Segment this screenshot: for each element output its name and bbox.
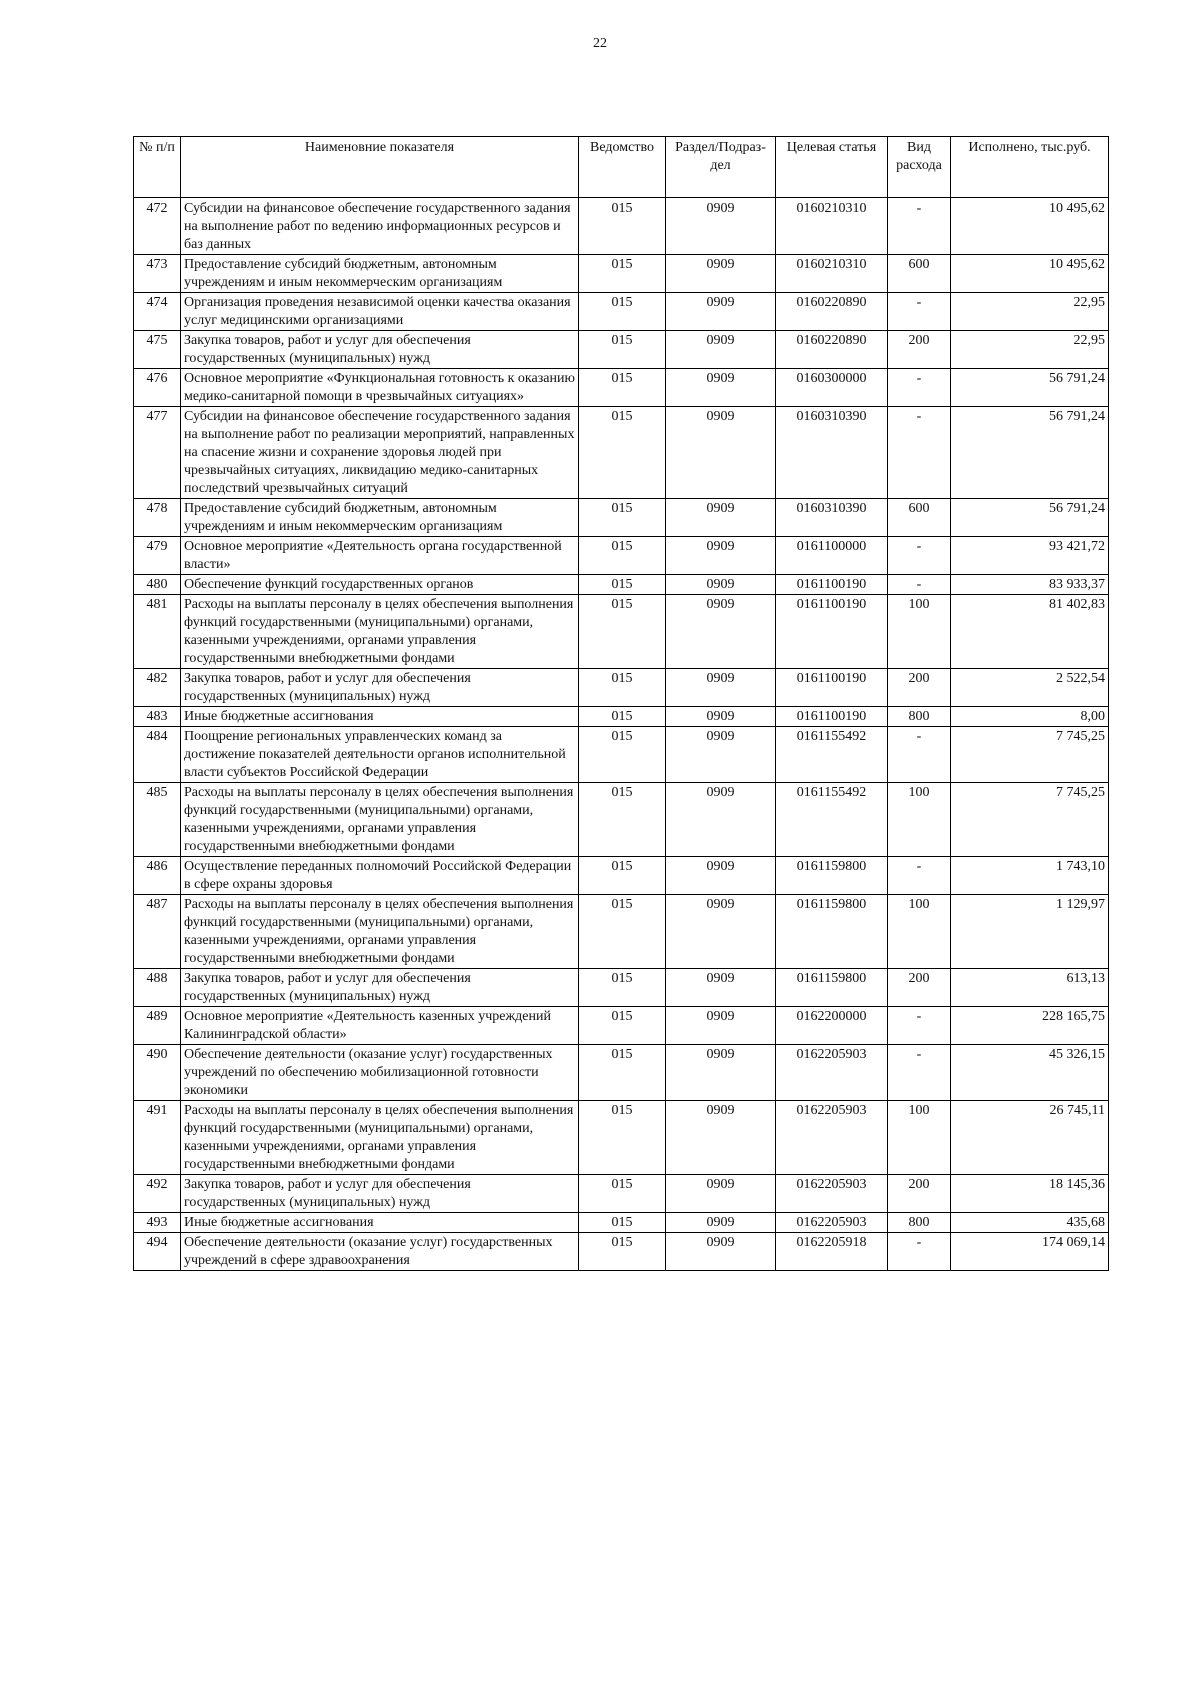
row-type: 200 (888, 669, 951, 707)
row-section: 0909 (666, 727, 776, 783)
row-name: Закупка товаров, работ и услуг для обеспечения государственных (муниципальных) нужд (181, 669, 579, 707)
row-dept: 015 (579, 707, 666, 727)
row-dept: 015 (579, 1007, 666, 1045)
row-number: 485 (134, 783, 181, 857)
row-target: 0162200000 (776, 1007, 888, 1045)
row-target: 0160300000 (776, 369, 888, 407)
row-number: 491 (134, 1101, 181, 1175)
row-target: 0161100000 (776, 537, 888, 575)
row-name: Закупка товаров, работ и услуг для обеспечения государственных (муниципальных) нужд (181, 331, 579, 369)
table-row (134, 969, 1109, 1007)
row-amount: 45 326,15 (951, 1045, 1109, 1101)
row-section: 0909 (666, 783, 776, 857)
row-type: 600 (888, 255, 951, 293)
row-amount: 93 421,72 (951, 537, 1109, 575)
table-row (134, 499, 1109, 537)
row-type: 100 (888, 895, 951, 969)
row-amount: 2 522,54 (951, 669, 1109, 707)
row-type: - (888, 537, 951, 575)
row-section: 0909 (666, 293, 776, 331)
row-section: 0909 (666, 499, 776, 537)
header-section: Раздел/Подраз-дел (666, 137, 776, 198)
row-number: 494 (134, 1233, 181, 1271)
row-name: Иные бюджетные ассигнования (181, 1213, 579, 1233)
row-name: Основное мероприятие «Деятельность казенных учреждений Калининградской области» (181, 1007, 579, 1045)
row-name: Предоставление субсидий бюджетным, автономным учреждениям и иным некоммерческим организациям (181, 499, 579, 537)
row-dept: 015 (579, 895, 666, 969)
row-type: - (888, 1045, 951, 1101)
row-section: 0909 (666, 707, 776, 727)
row-name: Обеспечение деятельности (оказание услуг) государственных учреждений в сфере здравоохранения (181, 1233, 579, 1271)
row-number: 473 (134, 255, 181, 293)
row-dept: 015 (579, 293, 666, 331)
row-section: 0909 (666, 1175, 776, 1213)
row-amount: 26 745,11 (951, 1101, 1109, 1175)
row-dept: 015 (579, 669, 666, 707)
row-type: 200 (888, 331, 951, 369)
row-section: 0909 (666, 857, 776, 895)
row-dept: 015 (579, 255, 666, 293)
table-row (134, 575, 1109, 595)
row-target: 0161159800 (776, 857, 888, 895)
row-amount: 435,68 (951, 1213, 1109, 1233)
row-target: 0160210310 (776, 198, 888, 255)
row-number: 479 (134, 537, 181, 575)
row-name: Предоставление субсидий бюджетным, автономным учреждениям и иным некоммерческим организациям (181, 255, 579, 293)
row-target: 0161159800 (776, 969, 888, 1007)
row-amount: 8,00 (951, 707, 1109, 727)
table-row (134, 895, 1109, 969)
row-name: Субсидии на финансовое обеспечение государственного задания на выполнение работ по реализации мероприятий, направленных на спасение жизни и сохранение здоровья людей при чрезвычайных ситуациях, ликвидацию медико-санитарных последствий чрезвычайных ситуаций (181, 407, 579, 499)
table-row (134, 537, 1109, 575)
row-number: 490 (134, 1045, 181, 1101)
row-target: 0161100190 (776, 707, 888, 727)
row-name: Основное мероприятие «Функциональная готовность к оказанию медико-санитарной помощи в чрезвычайных ситуациях» (181, 369, 579, 407)
row-type: - (888, 407, 951, 499)
row-number: 480 (134, 575, 181, 595)
header-num: № п/п (134, 137, 181, 198)
budget-table (133, 136, 1109, 1271)
row-amount: 81 402,83 (951, 595, 1109, 669)
row-target: 0161100190 (776, 575, 888, 595)
row-section: 0909 (666, 198, 776, 255)
row-section: 0909 (666, 1233, 776, 1271)
row-section: 0909 (666, 895, 776, 969)
row-type: - (888, 857, 951, 895)
row-amount: 1 129,97 (951, 895, 1109, 969)
row-amount: 56 791,24 (951, 369, 1109, 407)
row-number: 475 (134, 331, 181, 369)
header-dept: Ведомство (579, 137, 666, 198)
row-number: 488 (134, 969, 181, 1007)
table-row (134, 595, 1109, 669)
row-type: 100 (888, 595, 951, 669)
row-number: 478 (134, 499, 181, 537)
row-target: 0160210310 (776, 255, 888, 293)
row-target: 0160220890 (776, 293, 888, 331)
page-number: 22 (593, 36, 607, 51)
row-name: Расходы на выплаты персоналу в целях обеспечения выполнения функций государственными (муниципальными) органами, казенными учреждениями, органами управления государственными внебюджетными фондами (181, 1101, 579, 1175)
table-row (134, 707, 1109, 727)
row-target: 0161155492 (776, 727, 888, 783)
row-number: 482 (134, 669, 181, 707)
row-amount: 7 745,25 (951, 727, 1109, 783)
header-name: Наименовние показателя (181, 137, 579, 198)
row-dept: 015 (579, 969, 666, 1007)
row-amount: 10 495,62 (951, 255, 1109, 293)
table-row (134, 369, 1109, 407)
table-row (134, 1233, 1109, 1271)
row-section: 0909 (666, 575, 776, 595)
table-row (134, 1101, 1109, 1175)
row-amount: 174 069,14 (951, 1233, 1109, 1271)
row-type: - (888, 575, 951, 595)
row-type: - (888, 1233, 951, 1271)
table-row (134, 407, 1109, 499)
row-number: 484 (134, 727, 181, 783)
row-name: Закупка товаров, работ и услуг для обеспечения государственных (муниципальных) нужд (181, 969, 579, 1007)
header-target: Целевая статья (776, 137, 888, 198)
row-type: 100 (888, 1101, 951, 1175)
row-section: 0909 (666, 407, 776, 499)
row-name: Расходы на выплаты персоналу в целях обеспечения выполнения функций государственными (муниципальными) органами, казенными учреждениями, органами управления государственными внебюджетными фондами (181, 595, 579, 669)
row-number: 476 (134, 369, 181, 407)
row-name: Субсидии на финансовое обеспечение государственного задания на выполнение работ по ведению информационных ресурсов и баз данных (181, 198, 579, 255)
row-section: 0909 (666, 1007, 776, 1045)
row-dept: 015 (579, 331, 666, 369)
row-name: Закупка товаров, работ и услуг для обеспечения государственных (муниципальных) нужд (181, 1175, 579, 1213)
row-target: 0160310390 (776, 499, 888, 537)
row-type: 200 (888, 1175, 951, 1213)
row-name: Обеспечение деятельности (оказание услуг) государственных учреждений по обеспечению мобилизационной готовности экономики (181, 1045, 579, 1101)
row-type: - (888, 727, 951, 783)
row-number: 474 (134, 293, 181, 331)
row-section: 0909 (666, 331, 776, 369)
row-dept: 015 (579, 1213, 666, 1233)
row-dept: 015 (579, 783, 666, 857)
row-target: 0161159800 (776, 895, 888, 969)
row-type: - (888, 1007, 951, 1045)
row-amount: 7 745,25 (951, 783, 1109, 857)
row-dept: 015 (579, 857, 666, 895)
row-section: 0909 (666, 1101, 776, 1175)
row-dept: 015 (579, 407, 666, 499)
table-row (134, 1175, 1109, 1213)
row-dept: 015 (579, 499, 666, 537)
row-section: 0909 (666, 1045, 776, 1101)
row-target: 0161155492 (776, 783, 888, 857)
row-dept: 015 (579, 537, 666, 575)
row-name: Осуществление переданных полномочий Российской Федерации в сфере охраны здоровья (181, 857, 579, 895)
row-section: 0909 (666, 537, 776, 575)
table-header-row (134, 137, 1109, 198)
table-row (134, 1213, 1109, 1233)
row-dept: 015 (579, 369, 666, 407)
row-name: Расходы на выплаты персоналу в целях обеспечения выполнения функций государственными (муниципальными) органами, казенными учреждениями, органами управления государственными внебюджетными фондами (181, 783, 579, 857)
row-amount: 56 791,24 (951, 499, 1109, 537)
row-dept: 015 (579, 727, 666, 783)
table-row (134, 198, 1109, 255)
table-row (134, 783, 1109, 857)
row-amount: 22,95 (951, 331, 1109, 369)
row-number: 477 (134, 407, 181, 499)
row-amount: 613,13 (951, 969, 1109, 1007)
row-target: 0162205903 (776, 1101, 888, 1175)
row-type: - (888, 198, 951, 255)
row-section: 0909 (666, 1213, 776, 1233)
row-target: 0160310390 (776, 407, 888, 499)
row-dept: 015 (579, 575, 666, 595)
table-row (134, 727, 1109, 783)
row-number: 481 (134, 595, 181, 669)
row-dept: 015 (579, 1233, 666, 1271)
row-number: 492 (134, 1175, 181, 1213)
row-type: 800 (888, 1213, 951, 1233)
row-amount: 1 743,10 (951, 857, 1109, 895)
row-type: - (888, 293, 951, 331)
header-type: Вид расхода (888, 137, 951, 198)
row-target: 0161100190 (776, 669, 888, 707)
row-amount: 228 165,75 (951, 1007, 1109, 1045)
row-name: Поощрение региональных управленческих команд за достижение показателей деятельности органов исполнительной власти субъектов Российской Федерации (181, 727, 579, 783)
row-number: 489 (134, 1007, 181, 1045)
row-amount: 56 791,24 (951, 407, 1109, 499)
table-row (134, 857, 1109, 895)
row-target: 0162205918 (776, 1233, 888, 1271)
table-row (134, 331, 1109, 369)
row-number: 472 (134, 198, 181, 255)
row-amount: 83 933,37 (951, 575, 1109, 595)
row-type: - (888, 369, 951, 407)
row-type: 600 (888, 499, 951, 537)
row-name: Обеспечение функций государственных органов (181, 575, 579, 595)
row-name: Расходы на выплаты персоналу в целях обеспечения выполнения функций государственными (муниципальными) органами, казенными учреждениями, органами управления государственными внебюджетными фондами (181, 895, 579, 969)
header-amount: Исполнено, тыс.руб. (951, 137, 1109, 198)
table-row (134, 669, 1109, 707)
row-amount: 10 495,62 (951, 198, 1109, 255)
row-section: 0909 (666, 669, 776, 707)
row-section: 0909 (666, 969, 776, 1007)
row-name: Иные бюджетные ассигнования (181, 707, 579, 727)
row-amount: 18 145,36 (951, 1175, 1109, 1213)
row-name: Основное мероприятие «Деятельность органа государственной власти» (181, 537, 579, 575)
table-row (134, 293, 1109, 331)
row-number: 493 (134, 1213, 181, 1233)
table-row (134, 1007, 1109, 1045)
row-number: 483 (134, 707, 181, 727)
row-target: 0161100190 (776, 595, 888, 669)
row-type: 100 (888, 783, 951, 857)
row-dept: 015 (579, 1045, 666, 1101)
row-target: 0162205903 (776, 1175, 888, 1213)
row-target: 0160220890 (776, 331, 888, 369)
row-dept: 015 (579, 1175, 666, 1213)
table-row (134, 255, 1109, 293)
row-section: 0909 (666, 255, 776, 293)
row-type: 200 (888, 969, 951, 1007)
row-target: 0162205903 (776, 1045, 888, 1101)
row-target: 0162205903 (776, 1213, 888, 1233)
row-type: 800 (888, 707, 951, 727)
row-dept: 015 (579, 595, 666, 669)
row-amount: 22,95 (951, 293, 1109, 331)
row-dept: 015 (579, 198, 666, 255)
row-name: Организация проведения независимой оценки качества оказания услуг медицинскими организациями (181, 293, 579, 331)
table-row (134, 1045, 1109, 1101)
row-number: 487 (134, 895, 181, 969)
row-dept: 015 (579, 1101, 666, 1175)
row-number: 486 (134, 857, 181, 895)
row-section: 0909 (666, 369, 776, 407)
row-section: 0909 (666, 595, 776, 669)
